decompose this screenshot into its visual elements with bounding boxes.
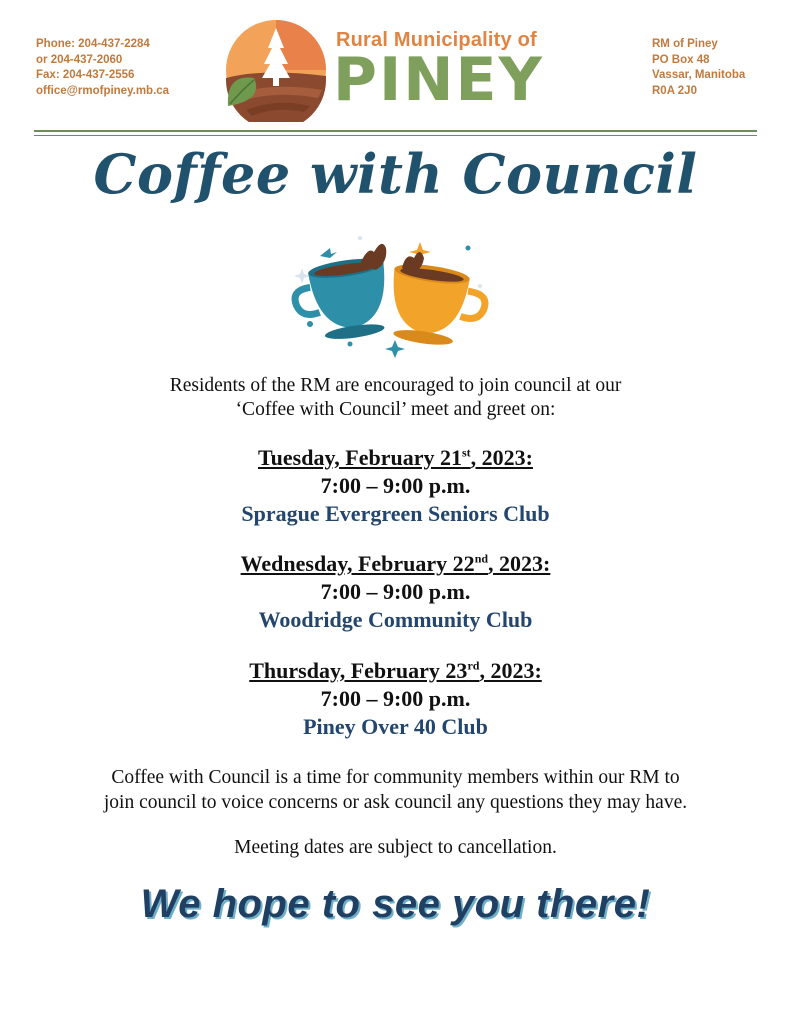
- event-time: 7:00 – 9:00 p.m.: [320, 686, 471, 711]
- intro-line: Residents of the RM are encouraged to join council at our: [169, 375, 622, 396]
- closing-message: We hope to see you there!: [140, 882, 651, 926]
- address-line: RM of Piney: [652, 38, 718, 50]
- intro-paragraph: [0, 374, 791, 422]
- event-time: 7:00 – 9:00 p.m.: [320, 473, 471, 498]
- description-paragraph: [0, 765, 791, 815]
- coffee-cups-icon: [290, 228, 500, 363]
- event-block: [0, 550, 791, 634]
- logo-subtitle: Rural Municipality of: [336, 29, 537, 51]
- event-date: Tuesday, February 21st, 2023:: [258, 445, 533, 470]
- event-block: [0, 444, 791, 528]
- phone-line: Phone: 204-437-2284: [36, 38, 150, 50]
- mailing-address: [652, 37, 745, 99]
- event-venue: Sprague Evergreen Seniors Club: [241, 501, 550, 526]
- event-venue: Piney Over 40 Club: [303, 714, 488, 739]
- event-date: Thursday, February 23rd, 2023:: [249, 658, 542, 683]
- address-line: PO Box 48: [652, 53, 710, 66]
- email-line[interactable]: office@rmofpiney.mb.ca: [36, 84, 170, 97]
- page-title: Coffee with Council: [93, 142, 698, 206]
- address-line: R0A 2J0: [652, 84, 697, 97]
- event-date: Wednesday, February 22nd, 2023:: [240, 551, 551, 576]
- description-line: Coffee with Council is a time for community members within our RM to: [111, 767, 680, 788]
- cancellation-note: Meeting dates are subject to cancellation.: [234, 837, 557, 858]
- logo-wordmark: PINEY: [333, 45, 544, 115]
- event-block: [0, 657, 791, 741]
- intro-line: ‘Coffee with Council’ meet and greet on:: [235, 399, 556, 420]
- description-line: join council to voice concerns or ask council any questions they may have.: [103, 792, 688, 813]
- piney-logo-icon: [224, 18, 328, 122]
- phone-alt-line: or 204-437-2060: [36, 53, 123, 66]
- fax-line: Fax: 204-437-2556: [36, 69, 135, 81]
- contact-info: [36, 37, 169, 99]
- header-divider-thin: [34, 135, 757, 136]
- event-venue: Woodridge Community Club: [258, 607, 533, 632]
- event-time: 7:00 – 9:00 p.m.: [320, 579, 471, 604]
- header-divider: [34, 130, 757, 132]
- address-line: Vassar, Manitoba: [652, 69, 746, 81]
